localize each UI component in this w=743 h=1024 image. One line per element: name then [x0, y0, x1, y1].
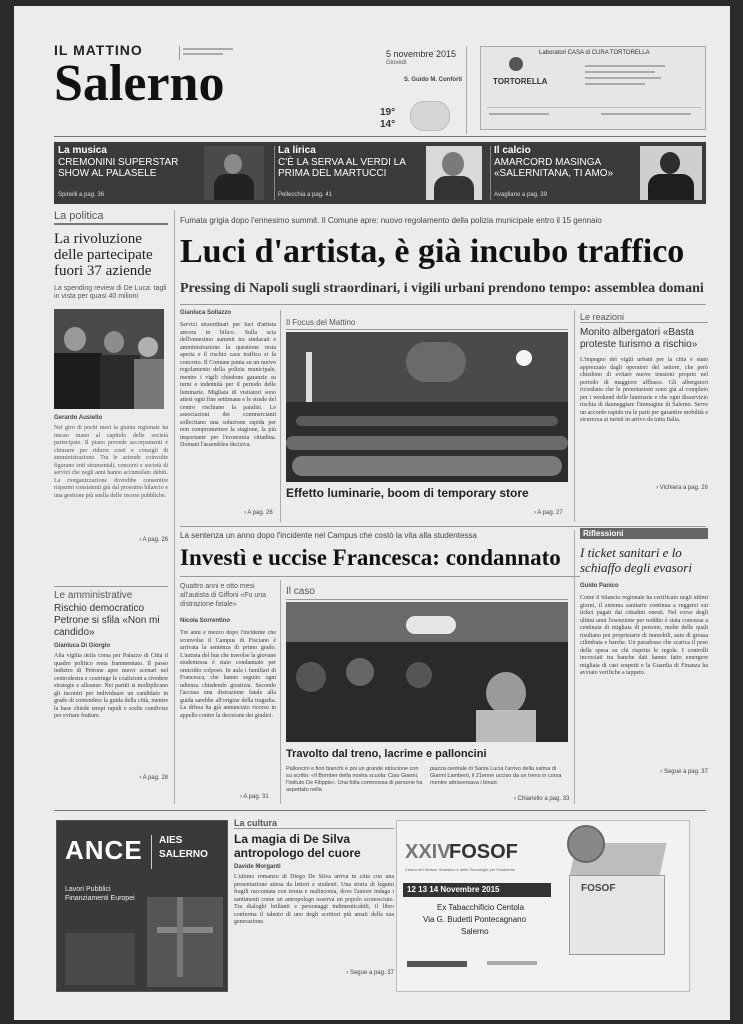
- lead-subhead: Pressing di Napoli sugli straordinari, i vigili urbani prendono tempo: assemblea domani: [180, 281, 704, 296]
- teaser-section: La lirica: [278, 145, 316, 156]
- temp-max: 19°: [380, 107, 396, 118]
- issue-day: Giovedì: [386, 60, 407, 66]
- fosof-tagline: Centro del Settore Vivaistico e delle Tecnologie per l'Ambiente: [405, 867, 516, 872]
- section-label: Riflessioni: [580, 528, 708, 539]
- fosof-venue: Ex Tabacchificio Centola: [437, 903, 525, 912]
- teaser-headline: CREMONINI SUPERSTAR SHOW AL PALASELE: [58, 157, 179, 179]
- teaser-ref: Avagliano a pag. 39: [494, 192, 547, 198]
- teaser-photo: [640, 146, 702, 200]
- article-body: Nel giro di pochi mesi la giunta regionale ha messo mano al capitolo delle società partecipate. Il piano prevede accorpamenti e chiusure per ridurre costi e consigli di amministrazione. Tra le aziende coinvolte figurano enti strumentali, consorzi e società di servizi che negli anni hanno accumulato debiti. La riorganizzazione dovrebbe consentire risparmi consistenti già dal prossimo bilancio e una gestione più snella delle risorse pubbliche.: [54, 425, 168, 499]
- article-body: Alla vigilia della corsa per Palazzo di Città il quadro politico resta frammentato. Il passo indietro di Petrone apre nuovi scenari nel centrodestra e costringe le coalizioni a rivedere strategie e alleanze. Nei partiti si moltiplicano gli incontri per individuare un candidato in grado di contendere la guida della città, mentre la base chiede tempi rapidi e scelte condivise per evitare fratture.: [54, 653, 168, 719]
- headline: La magia di De Silva antropologo del cuore: [234, 832, 361, 860]
- teaser-photo: [204, 146, 264, 200]
- ance-ad[interactable]: [56, 820, 228, 992]
- ance-partner-city: SALERNO: [159, 849, 208, 860]
- teaser-bar: [54, 142, 706, 204]
- weather-icon: [410, 101, 450, 131]
- lead-photo-caption: Effetto luminarie, boom di temporary store: [286, 486, 529, 500]
- ance-graphic: [147, 897, 223, 987]
- second-ref: › A pag. 31: [240, 794, 269, 800]
- lead-body: Servizi straordinari per luci d'artista ancora in bilico. Sulla scia dell'ennesimo summit tra sindacati e amministrazione la questione resta aperta e il rischio caos traffico si fa concreto. Il Comune punta su un nuovo regolamento della polizia municipale, mentre i vigili chiedono garanzie su turni e indennità per il periodo delle luminarie. Migliaia di visitatori sono attesi ogni fine settimana e le strade del centro rischiano la paralisi. Le associazioni dei commercianti sollecitano una soluzione rapida per non compromettere la stagione, la più importante per l'economia cittadina. Domani l'assemblea decisiva.: [180, 322, 276, 448]
- teaser-football[interactable]: [494, 142, 706, 204]
- ance-partner: AIES: [159, 835, 183, 846]
- city-title: Salerno: [54, 55, 225, 112]
- lead-kicker: Fumata grigia dopo l'ennesimo summit. Il Comune apre: nuovo regolamento della polizia municipale entro il 15 gennaio: [180, 216, 602, 225]
- teaser-ref: Pellecchia a pag. 41: [278, 192, 333, 198]
- byline: Guido Panico: [580, 583, 619, 589]
- saint-of-day: S. Guido M. Conforti: [404, 77, 462, 83]
- section-label: Le amministrative: [54, 590, 133, 601]
- teaser-opera[interactable]: [278, 142, 488, 204]
- caso-photo: [286, 602, 568, 742]
- page-ref: › A pag. 28: [139, 775, 168, 781]
- issue-date: 5 novembre 2015: [386, 49, 457, 59]
- caso-ref: › Chiariello a pag. 33: [514, 796, 570, 802]
- reflections-article[interactable]: [580, 528, 708, 804]
- lead-ref-left: › A pag. 26: [244, 510, 273, 516]
- masthead-small-print: [179, 46, 241, 60]
- section-label: Le reazioni: [580, 312, 708, 323]
- teaser-photo: [426, 146, 482, 200]
- teaser-section: Il calcio: [494, 145, 531, 156]
- page-ref: › Segue a pag. 37: [660, 769, 708, 775]
- lead-photo: [286, 332, 568, 482]
- caso-text-left: Palloncini e fiori bianchi e poi un grande striscione con su scritto: «Il Bomber della nostra scuola: Ciao Gianni, l'Istituto De Filippis». Una folla commossa di persone ha aspettato nella: [286, 766, 423, 793]
- headline: Monito albergatori «Basta proteste turismo a rischio»: [580, 327, 698, 350]
- ad-brand: TORTORELLA: [493, 77, 548, 86]
- fosof-dates: 12 13 14 Novembre 2015: [403, 883, 551, 897]
- ance-tagline: Lavori Pubblici Finanziamenti Europei: [65, 886, 135, 902]
- fosof-box-label: FOSOF: [581, 883, 616, 894]
- politics-photo: [54, 309, 164, 409]
- page-ref: › Segue a pag. 37: [346, 970, 394, 976]
- caso-caption: Travolto dal treno, lacrime e palloncini: [286, 748, 487, 760]
- fosof-ad[interactable]: [396, 820, 690, 992]
- article-body: L'ultimo romanzo di Diego De Silva arriva in città con una presentazione attesa da lettori e studenti. Una storia di legami fragili raccontata con ironia e malinconia, dove l'autore indaga i sentimenti come un antropologo osserva un popolo sconosciuto. Tra dialoghi brillanti e personaggi indimenticabili, il libro conferma il talento di uno degli scrittori più amati della sua generazione.: [234, 874, 394, 925]
- second-summary: Quattro anni e otto mesi all'autista di Giffoni «Fu una distrazione fatale»: [180, 583, 267, 608]
- section-label: La cultura: [234, 818, 394, 829]
- brand-logo: IL MATTINO: [54, 42, 143, 58]
- reactions-article[interactable]: [580, 312, 708, 520]
- lead-ref-right: › A pag. 27: [534, 510, 563, 516]
- section-label: La politica: [54, 210, 168, 225]
- fosof-edition: XXIV: [405, 841, 451, 863]
- admin-article[interactable]: [54, 590, 168, 804]
- second-headline[interactable]: Investì e uccise Francesca: condannato: [180, 545, 561, 570]
- ad-label: Laboratori CASA di CURA TORTORELLA: [539, 50, 650, 56]
- summary: La spending review di De Luca: tagli in vista per quasi 40 milioni: [54, 285, 167, 300]
- focus-label: Il Focus del Mattino: [286, 318, 356, 327]
- headline: Rischio democratico Petrone si sfila «Non mi candido»: [54, 603, 160, 638]
- byline: Gerardo Ausiello: [54, 415, 103, 421]
- byline: Davide Morganti: [234, 864, 281, 870]
- newspaper-page: [14, 6, 730, 1020]
- caso-section: Il caso: [286, 586, 315, 597]
- fosof-address: Via G. Budetti Pontecagnano: [423, 915, 527, 924]
- culture-article[interactable]: [234, 818, 394, 990]
- caso-text-right: piazza centrale di Santa Lucia l'arrivo della salma di Gianni Lamberti, il 21enne ucciso da un treno in corsa mentre attraversava i binari.: [430, 766, 562, 786]
- fosof-city: Salerno: [461, 927, 489, 936]
- second-body: Tre anni e mezzo dopo l'incidente che sconvolse il Campus di Fisciano è arrivata la sentenza di primo grado. L'autista del bus che travolse la giovane studentessa è stato condannato per omicidio colposo. In aula i familiari di Francesca, che hanno seguito ogni udienza chiedendo giustizia. Secondo l'accusa una distrazione fatale alla guida sarebbe all'origine della tragedia. La difesa ha già annunciato ricorso in appello contro la decisione dei giudici.: [180, 630, 276, 719]
- teaser-ref: Spinelli a pag. 36: [58, 192, 105, 198]
- article-body: Come il bilancio regionale ha certificato negli ultimi giorni, il sistema sanitario continua a reggersi sui ticket pagati dai cittadini onesti. Nel corso degli ultimi anni l'esenzione per reddito è stata concessa a centinaia di migliaia di persone, molte delle quali risultano poi proprietarie di immobili, auto di grossa cilindrata e barche. Un paradosso che scarica il peso della spesa su chi rispetta le regole. I controlli incrociati tra banche dati hanno fatto emergere migliaia di casi sospetti e la Guardia di Finanza ha avviato verifiche a tappeto.: [580, 595, 708, 676]
- page-ref: › A pag. 26: [139, 537, 168, 543]
- headline: La rivoluzione delle partecipate fuori 37 aziende: [54, 231, 153, 279]
- masthead-ad[interactable]: [480, 46, 706, 130]
- ance-logo: ANCE: [65, 835, 143, 865]
- teaser-section: La musica: [58, 145, 107, 156]
- teaser-music[interactable]: [54, 142, 272, 204]
- byline: Gianluca Di Giorgio: [54, 643, 111, 649]
- page-ref: › Vichiera a pag. 26: [656, 485, 708, 491]
- lead-headline[interactable]: Luci d'artista, è già incubo traffico: [180, 233, 685, 270]
- teaser-headline: AMARCORD MASINGA «SALERNITANA, TI AMO»: [494, 157, 614, 179]
- ad-logo-icon: [509, 57, 523, 71]
- teaser-headline: C'È LA SERVA AL VERDI LA PRIMA DEL MARTUCCI: [278, 157, 406, 179]
- second-kicker: La sentenza un anno dopo l'incidente nel Campus che costò la vita alla studentessa: [180, 531, 477, 540]
- fosof-brand: FOSOF: [449, 841, 518, 863]
- lead-byline: Gianluca Sollazzo: [180, 310, 232, 316]
- temp-min: 14°: [380, 119, 396, 130]
- fosof-badge-icon: [567, 825, 605, 863]
- headline: I ticket sanitari e lo schiaffo degli evasori: [580, 545, 692, 575]
- article-body: L'impegno dei vigili urbani per la città è stato apprezzato dagli operatori del settore, che però chiedono di evitare nuove tensioni proprio nel periodo di maggiore afflusso. Gli albergatori ricordano che le prenotazioni sono già al completo per i weekend delle luminarie e che ogni disservizio rischia di danneggiare l'immagine di Salerno. Serve un accordo rapido tra le parti per garantire mobilità e sicurezza ai turisti in arrivo da tutta Italia.: [580, 357, 708, 423]
- second-byline: Nicola Sorrentino: [180, 618, 231, 624]
- politics-article[interactable]: [54, 210, 168, 582]
